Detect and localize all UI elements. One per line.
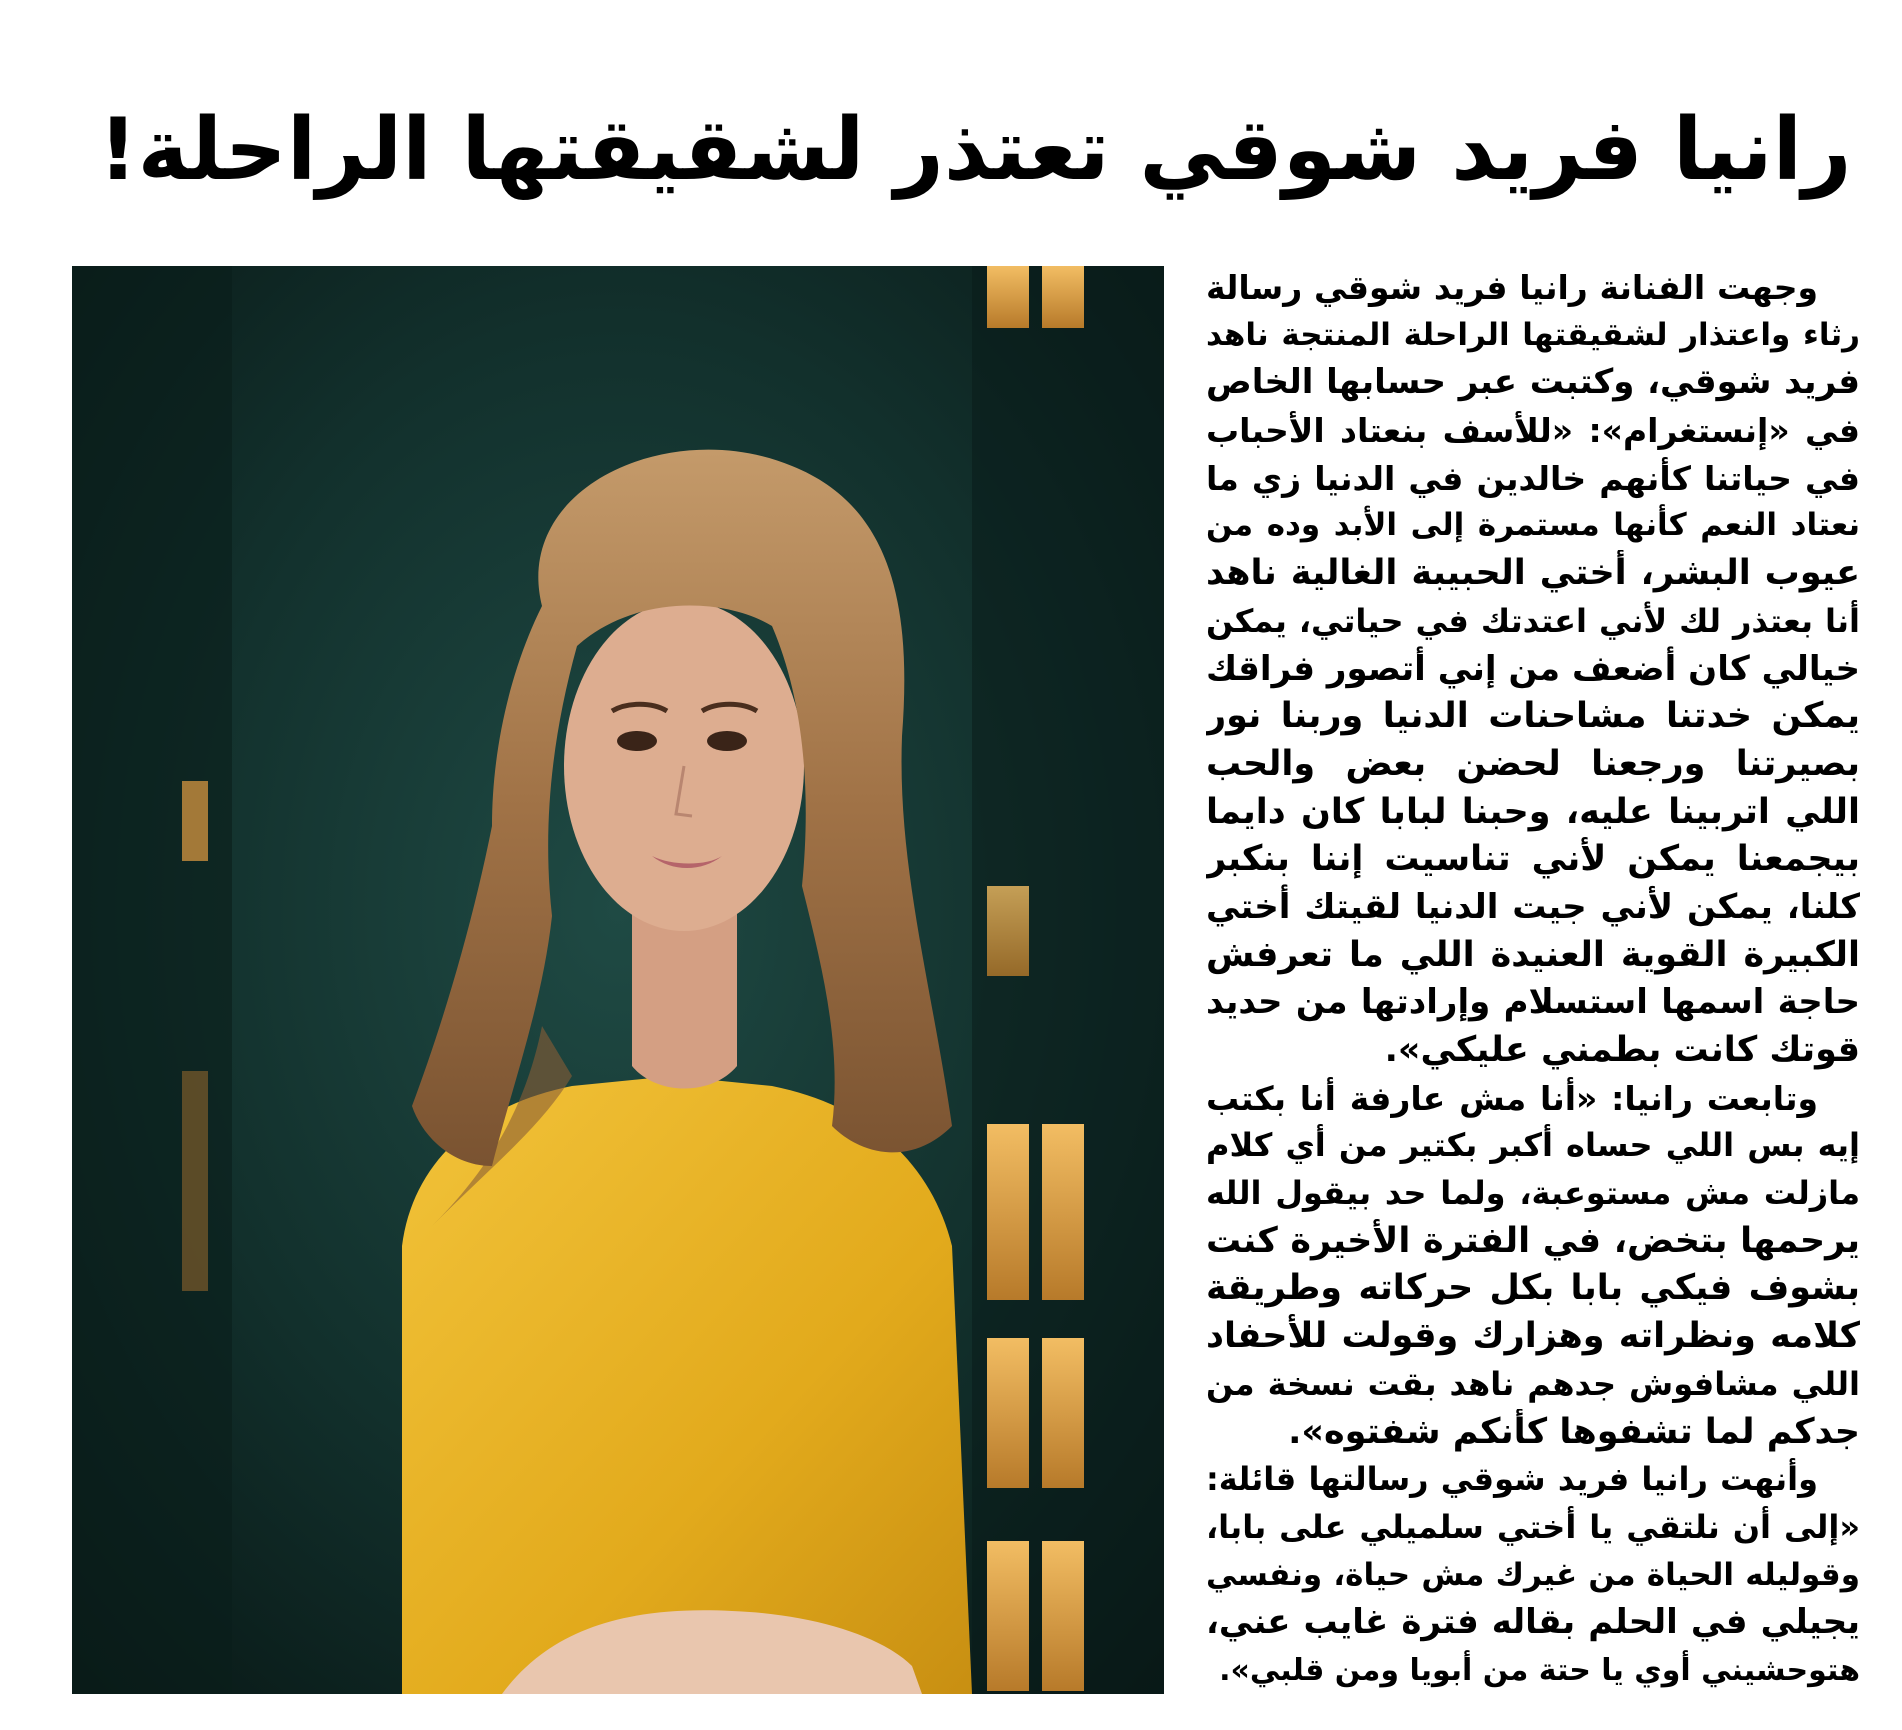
body-line: بصيرتنا ورجعنا لحضن بعض والحب [1206, 743, 1860, 784]
portrait-image [72, 266, 1164, 1694]
body-line: إيه بس اللي حساه أكبر بكتير من أي كلام [1206, 1126, 1860, 1165]
body-line: رثاء واعتذار لشقيقتها الراحلة المنتجة ناهد [1206, 316, 1860, 353]
body-line: نعتاد النعم كأنها مستمرة إلى الأبد وده من [1206, 507, 1860, 544]
body-line: الكبيرة القوية العنيدة اللي ما تعرفش [1206, 934, 1860, 975]
body-line: بشوف فيكي بابا بكل حركاته وطريقة [1206, 1268, 1860, 1309]
body-line: اللي مشافوش جدهم ناهد بقت نسخة من [1206, 1364, 1860, 1403]
body-line: وتابعت رانيا: «أنا مش عارفة أنا بكتب [1206, 1078, 1818, 1118]
article-photo [72, 266, 1164, 1694]
body-line: خيالي كان أضعف من إني أتصور فراقك [1206, 648, 1860, 689]
body-line: فريد شوقي، وكتبت عبر حسابها الخاص [1206, 362, 1860, 403]
body-line: كلنا، يمكن لأني جيت الدنيا لقيتك أختي [1206, 886, 1860, 927]
body-line: مازلت مش مستوعبة، ولما حد بيقول الله [1206, 1174, 1860, 1213]
body-line: قوتك كانت بطمني عليكي». [1384, 1030, 1860, 1070]
body-line: يجيلي في الحلم بقاله فترة غايب عني، [1206, 1602, 1860, 1643]
body-line: وأنهت رانيا فريد شوقي رسالتها قائلة: [1206, 1460, 1818, 1499]
body-line: «إلى أن نلتقي يا أختي سلميلي على بابا، [1206, 1507, 1860, 1546]
article-headline: رانيا فريد شوقي تعتذر لشقيقتها الراحلة! [98, 100, 1852, 200]
body-line: كلامه ونظراته وهزارك وقولت للأحفاد [1206, 1316, 1860, 1357]
body-line: في حياتنا كأنهم خالدين في الدنيا زي ما [1206, 458, 1860, 498]
body-line: في «إنستغرام»: «للأسف بنعتاد الأحباب [1206, 411, 1860, 451]
body-line: يرحمها بتخض، في الفترة الأخيرة كنت [1206, 1220, 1860, 1261]
body-line: اللي اتربينا عليه، وحبنا لبابا كان دايما [1206, 791, 1860, 832]
body-line: عيوب البشر، أختي الحبيبة الغالية ناهد [1206, 553, 1860, 594]
body-line: بيجمعنا يمكن لأني تناسيت إننا بنكبر [1206, 839, 1860, 880]
article-body [1206, 264, 1860, 1696]
body-line: يمكن خدتنا مشاحنات الدنيا وربنا نور [1206, 696, 1860, 737]
body-line: هتوحشيني أوي يا حتة من أبويا ومن قلبي». [1219, 1652, 1860, 1688]
body-line: أنا بعتذر لك لأني اعتدتك في حياتي، يمكن [1206, 601, 1860, 640]
body-line: وقوليله الحياة من غيرك مش حياة، ونفسي [1206, 1556, 1860, 1593]
body-line: حاجة اسمها استسلام وإرادتها من حديد [1206, 982, 1860, 1023]
body-line: جدكم لما تشفوها كأنكم شفتوه». [1288, 1411, 1860, 1452]
body-line: وجهت الفنانة رانيا فريد شوقي رسالة [1206, 268, 1818, 307]
